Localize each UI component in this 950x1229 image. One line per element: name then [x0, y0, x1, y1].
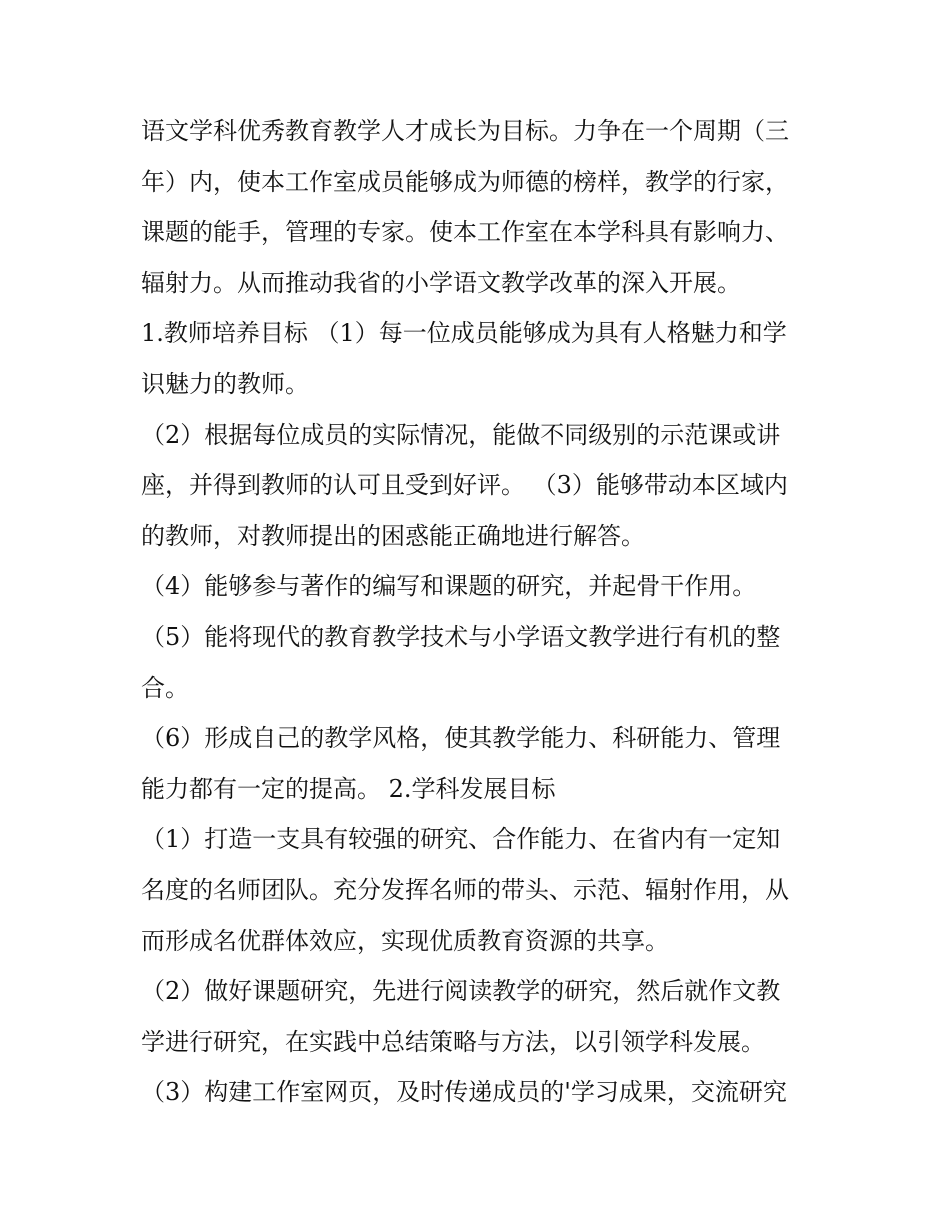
text-line: （1）打造一支具有较强的研究、合作能力、在省内有一定知: [141, 825, 781, 854]
text-line: 能力都有一定的提高。 2.学科发展目标: [141, 774, 556, 803]
text-line: 课题的能手，管理的专家。使本工作室在本学科具有影响力、: [141, 218, 789, 247]
text-line: 而形成名优群体效应，实现优质教育资源的共享。: [141, 926, 669, 955]
text-line: 识魅力的教师。: [141, 369, 309, 398]
body-text: [141, 106, 821, 1118]
text-line: 座，并得到教师的认可且受到好评。 （3）能够带动本区域内: [141, 471, 788, 500]
text-line: （2）做好课题研究，先进行阅读教学的研究，然后就作文教: [141, 977, 781, 1006]
text-line: 辐射力。从而推动我省的小学语文教学改革的深入开展。: [141, 268, 741, 297]
text-line: （2）根据每位成员的实际情况，能做不同级别的示范课或讲: [141, 420, 781, 449]
text-line: （5）能将现代的教育教学技术与小学语文教学进行有机的整: [141, 622, 781, 651]
text-line: 学进行研究，在实践中总结策略与方法，以引领学科发展。: [141, 1027, 765, 1056]
text-line: （4）能够参与著作的编写和课题的研究，并起骨干作用。: [141, 572, 757, 601]
text-line: 名度的名师团队。充分发挥名师的带头、示范、辐射作用，从: [141, 875, 789, 904]
text-line: 合。: [141, 673, 189, 702]
text-line: 的教师，对教师提出的困惑能正确地进行解答。: [141, 521, 645, 550]
text-line: （3）构建工作室网页，及时传递成员的'学习成果，交流研究: [141, 1078, 787, 1107]
text-line: （6）形成自己的教学风格，使其教学能力、科研能力、管理: [141, 724, 781, 753]
text-line: 语文学科优秀教育教学人才成长为目标。力争在一个周期（三: [141, 117, 789, 145]
text-line: 1.教师培养目标 （1）每一位成员能够成为具有人格魅力和学: [141, 319, 787, 348]
text-line: 年）内，使本工作室成员能够成为师德的榜样，教学的行家，: [141, 167, 789, 196]
